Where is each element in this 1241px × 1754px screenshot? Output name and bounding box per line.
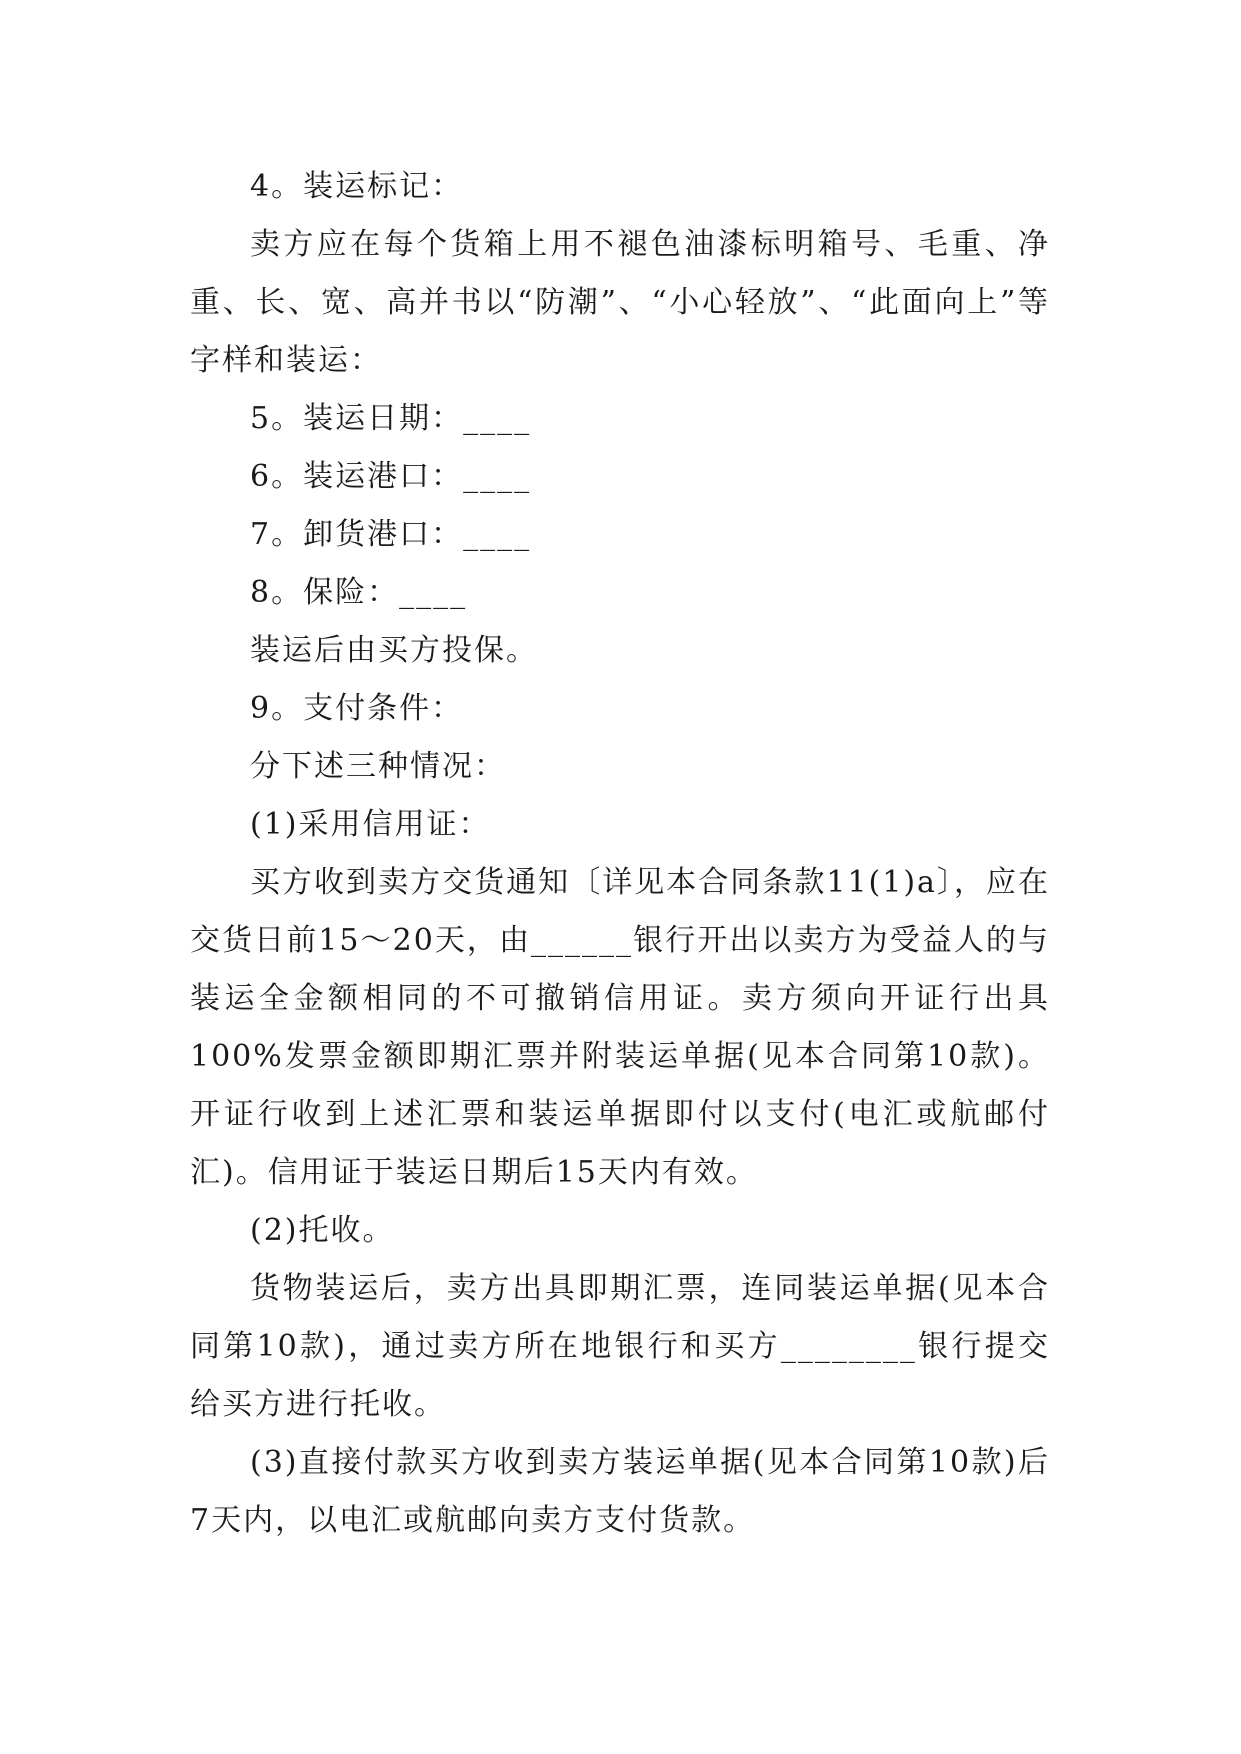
payment-cases-intro: 分下述三种情况：	[250, 749, 506, 784]
clause-9-payment-terms: 9。支付条件：	[250, 691, 464, 726]
insurance-text: 装运后由买方投保。	[250, 633, 538, 668]
payment-case-1-heading: (1)采用信用证：	[250, 807, 491, 842]
payment-case-1-text: 买方收到卖方交货通知〔详见本合同条款11(1)a〕，应在交货日前15～20天，由______银行开出以卖方为受益人的与装运全金额相同的不可撤销信用证。卖方须向开证行出具100%发票金额即期汇票并附装运单据(见本合同第10款)。开证行收到上述汇票和装运单据即付以支付(电汇或航邮付汇)。信用证于装运日期后15天内有效。	[190, 865, 1050, 1190]
clause-4-heading: 4。装运标记：	[250, 169, 464, 204]
clause-5-shipping-date: 5。装运日期：____	[250, 401, 532, 436]
payment-case-2-heading: (2)托收。	[250, 1213, 395, 1248]
clause-6-loading-port: 6。装运港口：____	[250, 459, 532, 494]
payment-case-3-text: (3)直接付款买方收到卖方装运单据(见本合同第10款)后7天内，以电汇或航邮向卖方支付货款。	[190, 1445, 1050, 1538]
document-body	[190, 158, 1050, 1550]
clause-8-insurance: 8。保险：____	[250, 575, 468, 610]
shipping-marks-text: 卖方应在每个货箱上用不褪色油漆标明箱号、毛重、净重、长、宽、高并书以“防潮”、“小心轻放”、“此面向上”等字样和装运：	[190, 227, 1050, 378]
clause-7-discharge-port: 7。卸货港口：____	[250, 517, 532, 552]
payment-case-2-text: 货物装运后，卖方出具即期汇票，连同装运单据(见本合同第10款)，通过卖方所在地银行和买方________银行提交给买方进行托收。	[190, 1271, 1050, 1422]
